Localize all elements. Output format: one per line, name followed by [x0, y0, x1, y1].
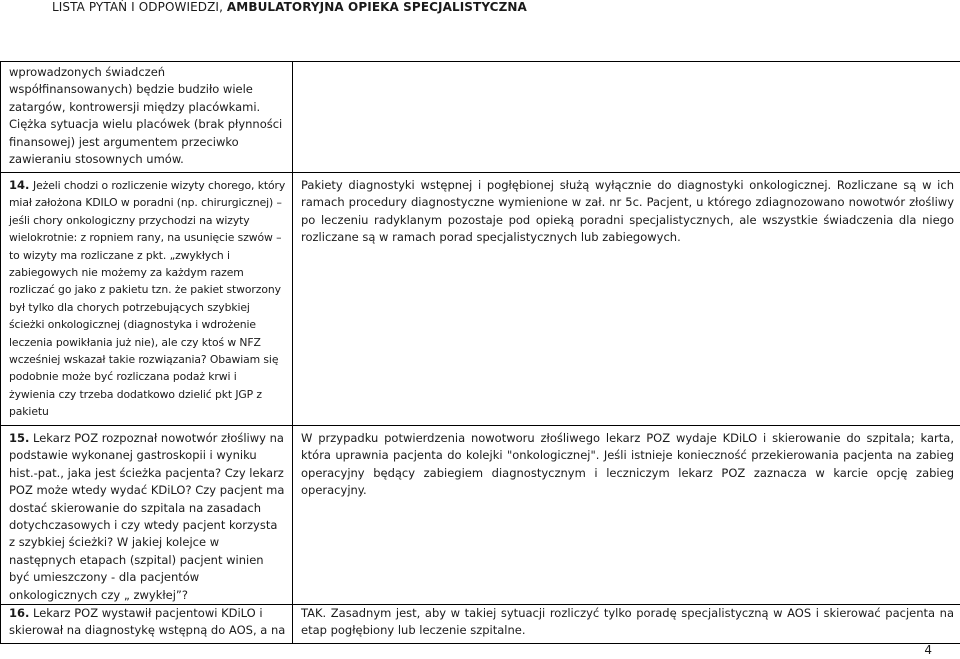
question-number: 14. — [9, 178, 30, 192]
qa-table — [0, 61, 960, 644]
header-title: AMBULATORYJNA OPIEKA SPECJALISTYCZNA — [226, 0, 527, 14]
table-row — [1, 62, 960, 173]
question-text: Jeżeli chodzi o rozliczenie wizyty chorego, który miał założona KDILO w poradni (np. chirurgicznej) – jeśli chory onkologiczny przychodzi na wizyty wielokrotnie: z ropniem rany, na usunięcie szwów – to wizyty ma rozliczane z pkt. „zwykłych i zabiegowych nie możemy za każdym razem rozliczać go jako z pakietu tzn. że pakiet stworzony był tylko dla chorych potrzebujących szybkiej ścieżki onkologicznej (diagnostyka i wdrożenie leczenia powikłania już nie), ale czy ktoś w NFZ wcześniej wskazał takie rozwiązania? Obawiam się podobnie może być rozliczana podaż krwi i żywienia czy trzeba dodatkowo dzielić pkt JGP z pakietu — [9, 179, 286, 419]
page-number: 4 — [924, 643, 932, 657]
answer-cell — [293, 426, 960, 605]
header-prefix: LISTA PYTAŃ I ODPOWIEDZI, — [52, 0, 227, 14]
question-text: Lekarz POZ rozpoznał nowotwór złośliwy na podstawie wykonanej gastroskopii i wyniku hist.-pat., jaka jest ścieżka pacjenta? Czy lekarz POZ może wtedy wydać KDiLO? Czy pacjent ma dostać skierowanie do szpitala na zasadach dotychczasowych i czy wtedy pacjent korzysta z szybkiej ścieżki? W jakiej kolejce w następnych etapach (szpital) pacjent winien być umieszczony - dla pacjentów onkologicznych czy „ zwykłej”? — [9, 431, 285, 602]
answer-text: TAK. Zasadnym jest, aby w takiej sytuacji rozliczyć tylko poradę specjalistyczną w AOS i skierować pacjenta na etap pogłębiony lub leczenie szpitalne. — [301, 606, 954, 638]
answer-cell — [293, 605, 960, 644]
question-number: 16. — [9, 606, 30, 621]
table-row — [1, 426, 960, 605]
table-row — [1, 605, 960, 644]
answer-cell — [293, 62, 960, 173]
answer-cell — [293, 173, 960, 426]
question-cell — [1, 173, 293, 426]
question-text: wprowadzonych świadczeń współfinansowanych) będzie budziło wiele zatargów, kontrowersji między placówkami. Ciężka sytuacja wielu placówek (brak płynności finansowej) jest argumentem przeciwko zawieraniu stosownych umów. — [9, 65, 283, 167]
question-cell — [1, 605, 293, 644]
question-cell — [1, 426, 293, 605]
answer-text: W przypadku potwierdzenia nowotworu złośliwego lekarz POZ wydaje KDiLO i skierowanie do szpitala; karta, która uprawnia pacjenta do kolejki "onkologicznej". Jeśli istnieje konieczność przekierowania pacjenta na zabieg operacyjny będący zabiegiem diagnostycznym i leczniczym lekarz POZ zaznacza w karcie opcję zabieg operacyjny. — [301, 431, 954, 498]
question-cell — [1, 62, 293, 173]
table-row — [1, 173, 960, 426]
answer-text: Pakiety diagnostyki wstępnej i pogłębionej służą wyłącznie do diagnostyki onkologicznej. Rozliczane są w ich ramach procedury diagnostyczne wymienione w zał. nr 5c. Pacjent, u którego zdiagnozowano nowotwór złośliwy po leczeniu radyklanym pozostaje pod opieką poradni specjalistycznych, ale wszystkie świadczenia dla niego rozliczane są w ramach porad specjalistycznych lub zabiegowych. — [301, 178, 954, 245]
page-header — [52, 0, 527, 18]
question-text: Lekarz POZ wystawił pacjentowi KDiLO i skierował na diagnostykę wstępną do AOS, a na — [9, 606, 286, 638]
question-number: 15. — [9, 431, 30, 445]
